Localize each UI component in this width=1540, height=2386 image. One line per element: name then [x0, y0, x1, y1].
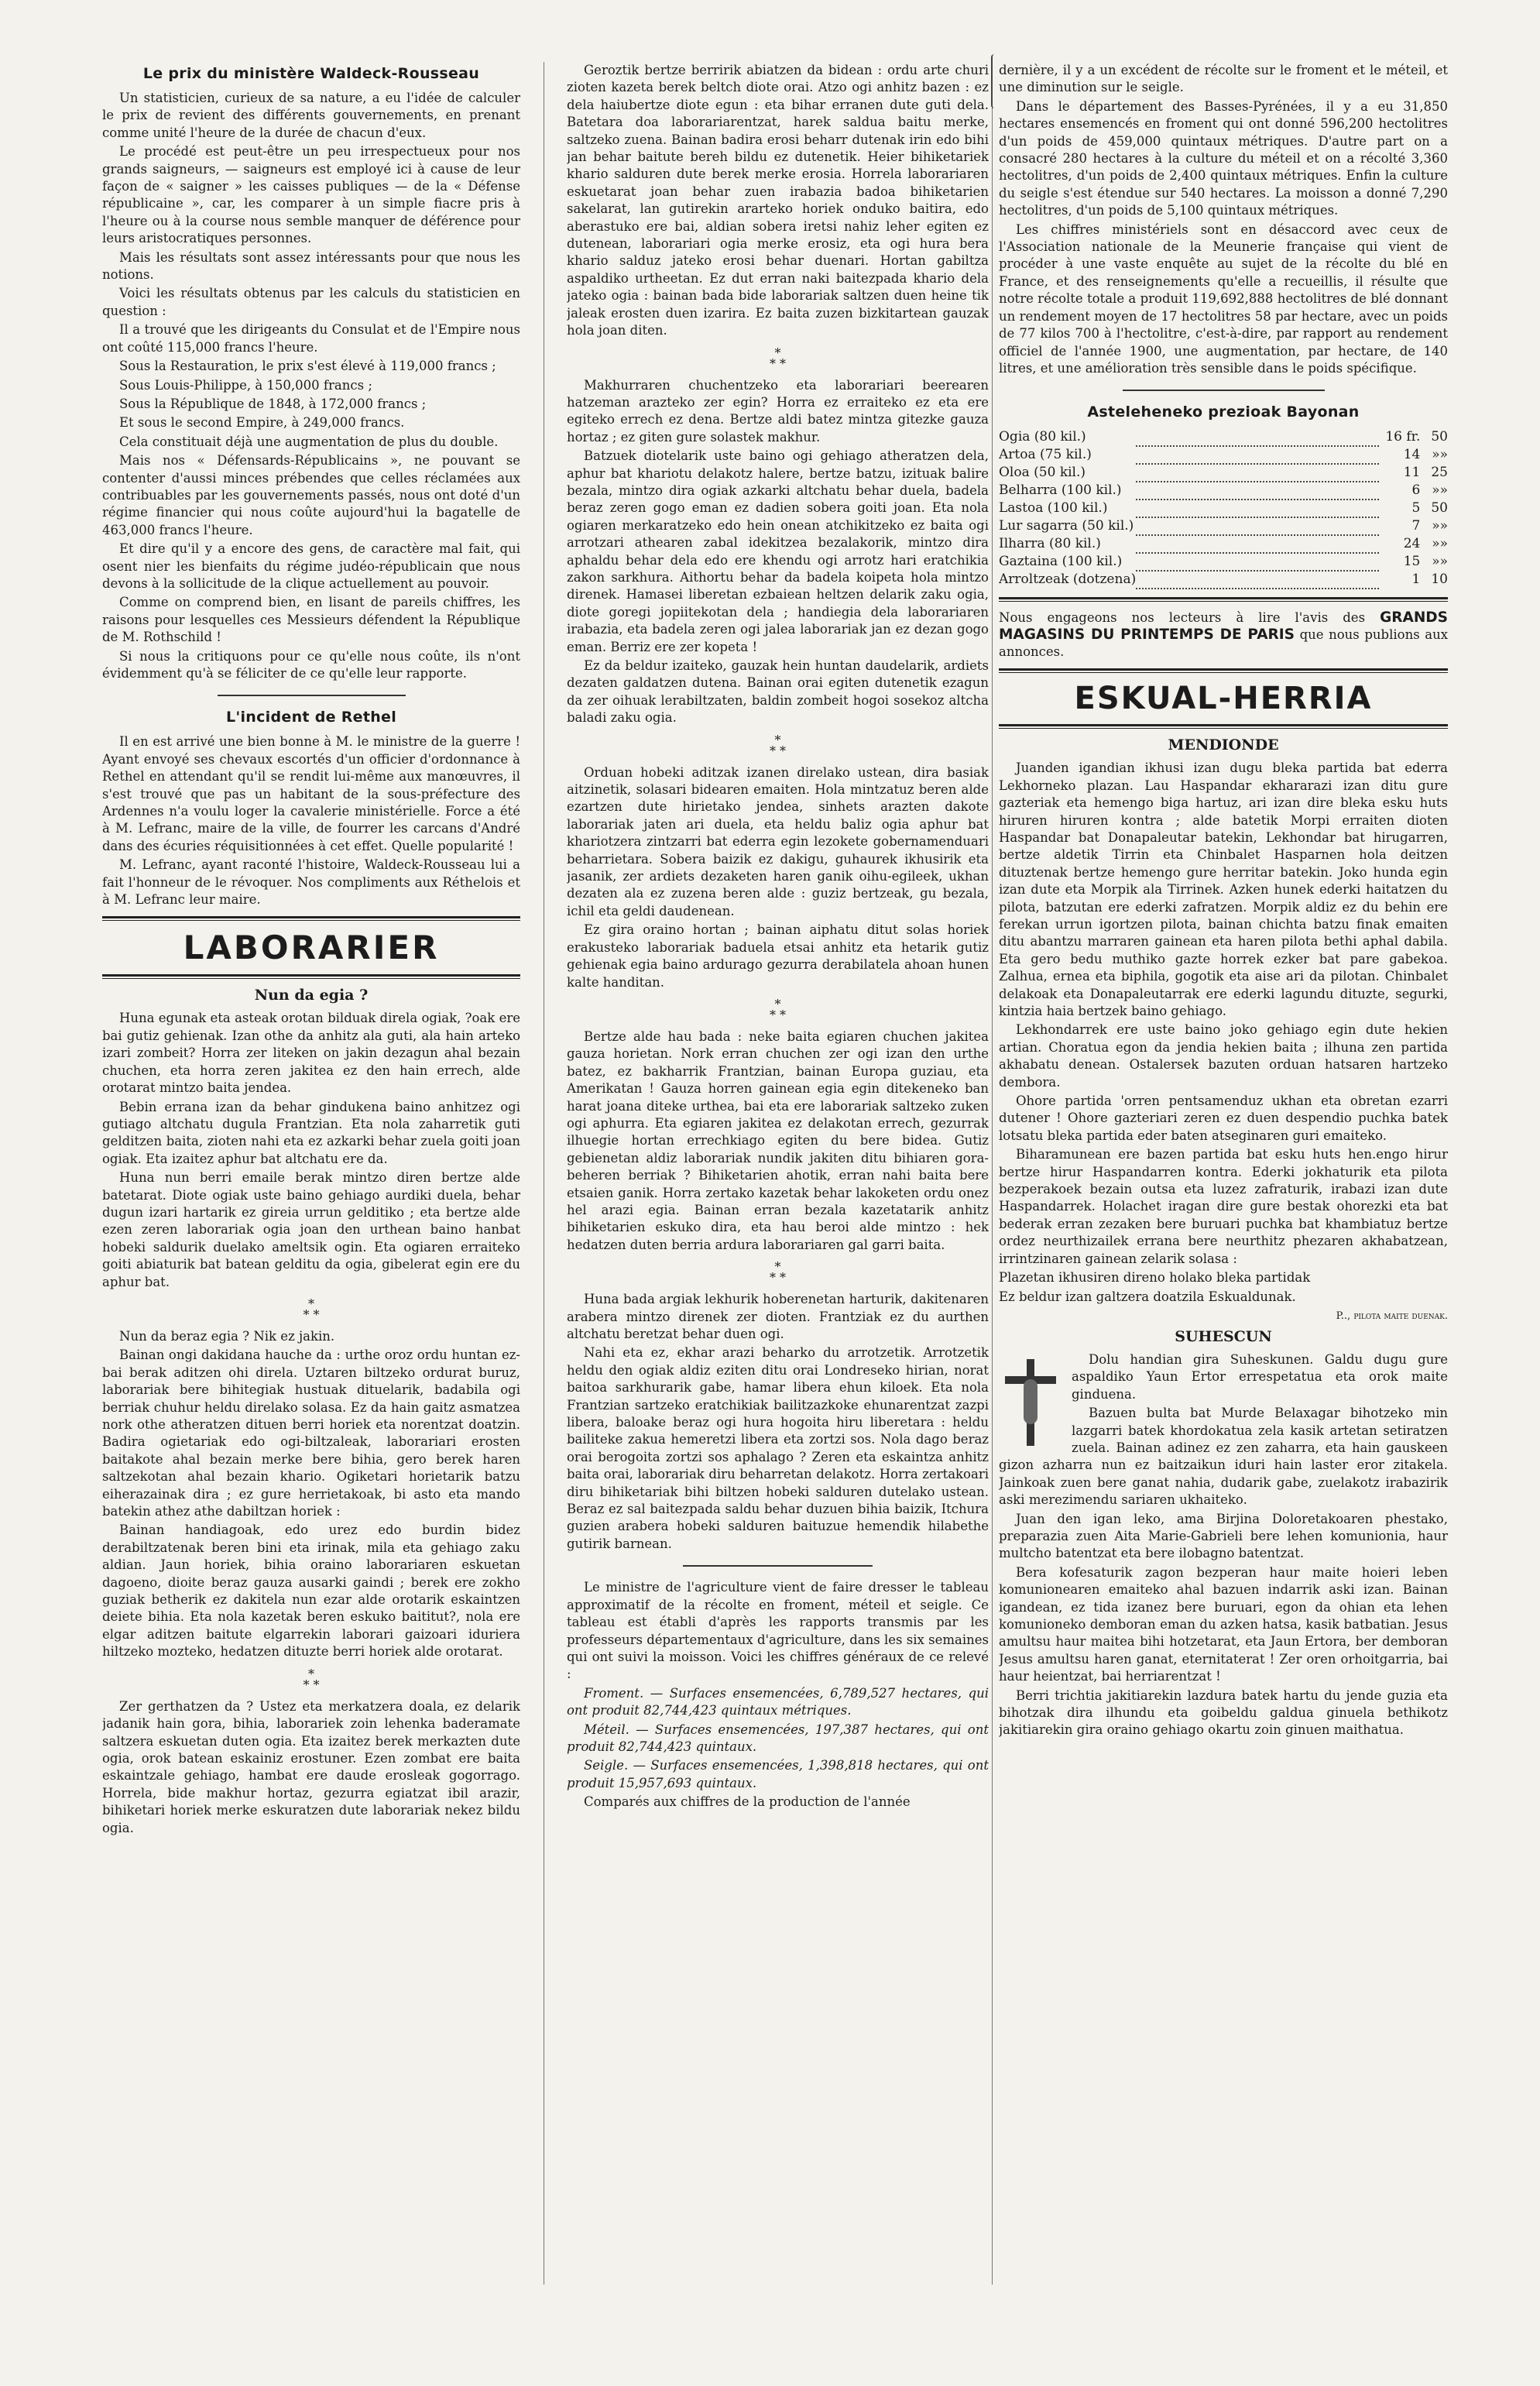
asterism-ornament: * * * [303, 1296, 320, 1322]
paragraph: Il a trouvé que les dirigeants du Consulat et de l'Empire nous ont coûté 115,000 francs l'heure. [102, 322, 520, 355]
paragraph: Bertze alde hau bada : neke baita egiaren chuchen jakitea gauza horietan. Nork erran chuchen zer ogi izan den urthe batez, ez bakharrik Frantzian, bainan Europa guziau, eta Amerikatan ! Gauza horren gainean egia egin ditekeneko ban harat joana diteke urthea, bai eta ere laborariak saltzeko zuken ogi aphurra. Eta egiaren jakitea ez delakotan errech, gezurrak ilhuegie hortan errechkiago egiten du bere bidea. Gutiz gebienetan aldiz laborariak nundik jakiten ditu bihiaren gora-beheren berriak ? Bihiketarien ahotik, erran nahi baita bere etsaien ganik. Horra zertako kazetak behar lakoketen ordu onez hel arazi egia. Bainan erran bezala kazetatarik anhitz bihiketarien eskuko dira, eta hau beroi alde mintzo : hek hedatzen duten berria ardura laborariaren gal garri baita. [567, 1028, 989, 1252]
asterism-ornament: * * * [769, 732, 787, 758]
notice-text: que nous publions aux annonces. [999, 627, 1448, 660]
dot-leader [1136, 464, 1379, 482]
table-row [999, 464, 1448, 482]
crucifix-icon [999, 1356, 1062, 1449]
paragraph: Orduan hobeki aditzak izanen direlako ustean, dira basiak aitzinetik, solasari bidearen emaiten. Hola mintzatuz beren alde ezartzen dute hirietako jendea, sinhets arazten dakote laborariak jaten ari duela, eta heldu baliz ogia aphur bat khariotzera zintzarri bat ederra egin lezokete gobernamenduari beharrietara. Sobera baizik ez dakigu, guhaurek ikhusirik eta jasanik, zer ardiets dezaketen haren ganik oihu-egileek, ukhan dezaten ala ez zuzena beren alde : guziz bertzeak, gu bezala, ichil eta geldi daudenean. [567, 764, 989, 918]
article-mendionde [999, 760, 1448, 1322]
paragraph: Bebin errana izan da behar gindukena baino anhitzez ogi gutiago altchatu dugula Frantzian. Eta nola zaharretik guti gelditzen baita, zioten nahi eta ez azkarki behar zuela goiti joan ogiak. Eta izaitez aphur bat altchatu ere da. [102, 1099, 520, 1166]
dot-leader [1136, 446, 1379, 464]
paragraph: Batzuek diotelarik uste baino ogi gehiago atheratzen dela, aphur bat khariotu delakotz halere, bertze batzu, izituak balire bezala, mintzo dira ogiak azkarki altchatu behar duela, badela beraz zeren gogo eman ez dadien sobera goiti joan. Eta nola ogiaren merkaratzeko edo hein onean atchikitzeko ez baita ogi arrotzari athearen zabal idekitzea bezalakorik, mintzo dira aphaldu behar dela edo ere khendu ogi arrotz hari eratchikia zakon sarkhura. Aithortu behar da badela koipeta hola mintzo direnek. Hamasei liberetan ezbaiean heltzen delarik zaku ogia, diote goregi jopiitekotan dela ; handiegia dela laborariaren irabazia, eta badela zeren ogi jalea laborariak jan ez dezan gogo eman. Berriz ere zer kopeta ! [567, 448, 989, 654]
paragraph: Huna nun berri emaile berak mintzo diren bertze alde batetarat. Diote ogiak uste baino gehiago aurdiki duela, behar dugun izari hartarik ez gireia urrun gelditiko ; eta bertze alde ezen zeren laborariak ogia joan den urthean baino hanbat hobeki saldurik duelako ameltsik ogin. Eta ogiaren erraiteko goiti abiaturik bat batean gelditu da ogia, gibelerat egin ere du aphur bat. [102, 1170, 520, 1289]
price-cents: »» [1432, 554, 1448, 570]
table-row [999, 571, 1448, 589]
paragraph: Et dire qu'il y a encore des gens, de caractère mal fait, qui osent nier les bienfaits du régime judéo-républicain que nous devons à la sollicitude de la clique actuellement au pouvoir. [102, 541, 520, 591]
dot-leader [1136, 517, 1379, 535]
asterism-ornament: * * * [769, 345, 787, 371]
price-cents: »» [1432, 482, 1448, 499]
asterism-ornament: * * * [303, 1666, 320, 1692]
table-row [999, 517, 1448, 535]
paragraph: Zer gerthatzen da ? Ustez eta merkatzera doala, ez delarik jadanik hain gora, bihia, laborariek zoin lehenka baderamate saltzera eskuetan duten ogia. Eta izaitez berek merkazten dute ogia, orok batean eskainiz erostuner. Ezen zombat ere baita eskaintzale gehiago, hambat ere daude erosleak gogorrago. Horrela, bide makhur hortaz, gezurra egiatzat ibil arazir, bihiketari horiek merke eskuratzen dute laborariak nekez bildu ogia. [102, 1698, 520, 1835]
paragraph: Dans le département des Basses-Pyrénées, il y a eu 31,850 hectares ensemencés en froment qui ont donné 596,200 hectolitres d'un poids de 459,000 quintaux métriques. D'autre part on a consacré 280 hectares à la culture du méteil et on a récolté 3,360 hectolitres, d'un poids de 2,400 quintaux métriques. Enfin la culture du seigle s'est étendue sur 540 hectares. La moisson a donné 7,290 hectolitres, d'un poids de 5,100 quintaux métriques. [999, 98, 1448, 218]
column-1 [102, 62, 520, 2308]
paragraph: Ohore partida 'orren pentsamenduz ukhan eta obretan ezarri dutener ! Ohore gazteriari zeren ez duen despendio puchka batek lotsatu bleka partida eder baten atseginaren guri emaiteko. [999, 1093, 1448, 1143]
dot-leader [1136, 500, 1379, 517]
article-title-nun-da-egia: Nun da egia ? [254, 987, 369, 1004]
article-title-rethel: L'incident de Rethel [225, 709, 397, 726]
paragraph: Bainan handiagoak, edo urez edo burdin bidez derabiltzatenak beren bini eta irinak, mila eta gehiago zaku aldian. Jaun horiek, bihia oraino laborariaren eskuetan dagoeno, dioite beraz gauza ausarki gaindi ; berek ere zokho guziak betherik ez dakitela nun ezar alde orotarik eskaintzen deiete bihia. Eta nola kazetak beren eskuko baititut?, nola ere elgar aditzen baitute elgarrekin laborari gaizoari iduriera hiltzeko mozteko, hedatzen dituzte berri horiek alde orotarat. [102, 1523, 520, 1660]
price-cents: »» [1432, 518, 1448, 534]
notice-text: Nous engageons nos lecteurs à lire l'avis des [999, 610, 1366, 626]
paragraph: Nahi eta ez, ekhar arazi beharko du arrotzetik. Arrotzetik heldu den ogiak aldiz eziten ditu orai Londreseko hirian, norat baitoa sarkhurarik gabe, hamar libera ehun kiloek. Eta nola Frantzian sartzeko eratchikiak bailitzazkoke ehunarentzat zazpi libera, baloake beraz ogi hura hogoita hiru liberetara : heldu bailiteke zakua hemeretzi libera eta zortzi sos. Nola dago beraz orai berogoita zortzi sos aphalago ? Zeren eta eskaintza anhitz baita orai, laborariak diru beharretan delakotz. Horra zertakoari diru bihiketariak bihi biltzen hobeki salduren dutelako ustean. Beraz ez sal baitezpada saldu behar duzuen bihia baizik, Itchura guzien arabera hobeki salduren baituzue hemendik hilabethe gutirik barnean. [567, 1345, 989, 1551]
dot-leader [1136, 553, 1379, 571]
paragraph: Les chiffres ministériels sont en désaccord avec ceux de l'Association nationale de la Meunerie française qui vient de procéder à une vaste enquête au sujet de la récolte du blé en France, et des renseignements qu'elle a recueillis, il résulte que notre récolte totale a produit 119,692,888 hectolitres de blé donnant un rendement moyen de 17 hectolitres 58 par hectare, avec un poids de 77 kilos 700 à l'hectolitre, c'est-à-dire, par rapport au rendement officiel de l'année 1900, une augmentation, par hectare, de 140 litres, et une amélioration très sensible dans le poids spécifique. [999, 221, 1448, 376]
section-heading-laborarier: LABORARIER [183, 929, 440, 967]
poem-line: Ez beldur izan galtzera doatzila Eskualdunak. [999, 1289, 1296, 1304]
paragraph: Le procédé est peut-être un peu irrespectueux pour nos grands saigneurs, — saigneurs est employé ici à cause de leur façon de « saigner » les caisses publiques — de la « Défense républicaine », car, les comparer à un simple fiacre pris à l'heure ou à la course nous semble manquer de déférence pour leurs aristocratiques personnes. [102, 144, 520, 246]
notice-store-name: GRANDS MAGASINS DU PRINTEMPS DE PARIS [999, 609, 1448, 644]
table-row [999, 500, 1448, 517]
price-item: Artoa (75 kil.) [999, 447, 1092, 463]
paragraph: Mais nos « Défensards-Républicains », ne pouvant se contenter d'aussi minces prébendes que celles réclamées aux contribuables par les gouvernements passés, nous ont doté d'un régime financier qui nous coûte aujourd'hui la bagatelle de 463,000 francs l'heure. [102, 453, 520, 537]
column-3 [999, 62, 1448, 2308]
price-value: 15 [1403, 554, 1421, 570]
section-divider [999, 597, 1448, 602]
paragraph: Ez gira oraino hortan ; bainan aiphatu ditut solas horiek erakusteko laborariak baduela etsai anhitz eta hetarik gutiz gehienak egia baino ardurago gezurra derabilatela ahoan hunen kalte handitan. [567, 922, 989, 990]
paragraph: Mais les résultats sont assez intéressants pour que nous les notions. [102, 249, 520, 283]
paragraph: Méteil. — Surfaces ensemencées, 197,387 hectares, qui ont produit 82,744,423 quintaux. [567, 1722, 989, 1754]
price-cents: »» [1432, 447, 1448, 463]
prices-table [999, 428, 1448, 589]
paragraph: Lekhondarrek ere uste baino joko gehiago egin dute hekien artian. Choratua egon da jendia hekien baita ; ilhuna zen partida akhabatu denean. Ostalersek bazuten orduan hatsaren hartzeko dembora. [999, 1022, 1448, 1090]
paragraph: Ez da beldur izaiteko, gauzak hein huntan daudelarik, ardiets dezaten galdatzen dutena. Bainan orai egiten dutenetik ezagun da zer oihuak lerabiltzaten, baldin zombeit hogoi sosekoz altcha baladi zaku ogia. [567, 658, 989, 726]
price-item: Lur sagarra (50 kil.) [999, 518, 1134, 534]
divider [218, 695, 406, 696]
price-value: 24 [1403, 536, 1421, 552]
price-value: 11 [1403, 465, 1421, 481]
price-item: Lastoa (100 kil.) [999, 500, 1108, 517]
paragraph: Berri trichtia jakitiarekin lazdura batek hartu du jende guzia eta bihotzak dira ilhundu eta goibeldu galdua ginuela bethikotz jakitiarekin gira oraino gehiago okartu zoin ginuen maithatua. [999, 1687, 1448, 1738]
advertisement-notice [999, 609, 1448, 661]
table-row [999, 553, 1448, 571]
paragraph: Bazuen bulta bat Murde Belaxagar bihotzeko min lazgarri batek khordokatua zela kasik artetan setiratzen zuela. Bainan adinez ez zen zaharra, eta hain gauskeen gizon azharra nun ez baitzaikun iduri hain laster eror zitakela. Jainkoak zuen bere ganat nahia, dudarik gabe, zuelakotz irabazirik aski merezimendu sariaren ukhaiteko. [999, 1406, 1448, 1508]
prices-title: Asteleheneko prezioak Bayonan [1087, 403, 1360, 421]
paragraph: Huna bada argiak lekhurik hoberenetan harturik, dakitenaren arabera mintzo direnek zer dioten. Frantziak ez du aurthen altchatu beretzat behar duen ogi. [567, 1292, 989, 1341]
section-divider [102, 974, 520, 979]
section-divider [999, 668, 1448, 673]
signature: P.., pilota maite duenak. [1336, 1310, 1448, 1322]
divider [683, 1565, 873, 1567]
price-value: 1 [1411, 572, 1421, 588]
article-nun-da-egia [102, 1010, 520, 1836]
paragraph: Sous Louis-Philippe, à 150,000 francs ; [119, 377, 372, 393]
price-cents: 50 [1431, 429, 1448, 445]
paragraph: Nun da beraz egia ? Nik ez jakin. [119, 1328, 335, 1344]
paragraph: M. Lefranc, ayant raconté l'histoire, Waldeck-Rousseau lui a fait l'honneur de le révoquer. Nos compliments aux Réthelois et à M. Lefranc leur maire. [102, 857, 520, 908]
asterism-ornament: * * * [769, 1259, 787, 1286]
table-row [999, 428, 1448, 446]
paragraph: Huna egunak eta asteak orotan bilduak direla ogiak, ?oak ere bai gutiz gehienak. Izan othe da anhitz ala guti, ala hain arteko izari zombeit? Horra zer liteken on jakin dezagun ahal bezain chuchen, eta horra zeren jakitea ez den hain errech, alde orotarat mintzo baita jendea. [102, 1011, 520, 1096]
price-item: Oloa (50 kil.) [999, 465, 1086, 481]
paragraph: Bera kofesaturik zagon bezperan haur maite hoieri leben komunionearen emaiteko ahal bazuen indarrik aski izan. Bainan igandean, ez tida izanez bere buruari, egon da ohian eta lehen komunioneko demboran eman du azken hatsa, kasik batbatian. Jesus amultsu haur maitea bihi hotzetarat, eta Jaun Ertora, ber demboran Jesus amultsu haren ganat, eternitaterat ! Zer oren orhoitgarria, bai haur heientzat, bai herriarentzat ! [999, 1564, 1448, 1684]
paragraph: Juan den igan leko, ama Birjina Doloretakoaren phestako, preparazia zuen Aita Marie-Gabrieli bere lehen komunionia, haur multcho batentzat eta bere ilobagno batentzat. [999, 1511, 1448, 1561]
section-heading-eskual-herria: ESKUAL-HERRIA [1074, 681, 1373, 717]
table-row [999, 446, 1448, 464]
paragraph: Sous la République de 1848, à 172,000 francs ; [119, 396, 427, 411]
paragraph: Comparés aux chiffres de la production de l'année [584, 1794, 911, 1810]
article-title-waldeck: Le prix du ministère Waldeck-Rousseau [142, 65, 480, 82]
price-cents: 10 [1431, 572, 1448, 588]
article-title-suhescun: SUHESCUN [1175, 1327, 1272, 1345]
paragraph: Bainan ongi dakidana hauche da : urthe oroz ordu huntan ez-bai berak aditzen ohi direla. Uztaren biltzeko ordurat buruz, laborariak bere bihitegiak hustuak dituelarik, badabila ogi berriak chuhur heldu direlako solasa. Ez da hain gaitz asmatzea nork othe atheratzen dituen berri horiek eta norentzat doatzin. Badira ogietariak edo ogi-biltzaleak, laborariari erosten baitakote ahal bezain merke bere bihia, gero berek haren saltzekotan ahal bezain khario. Ogiketari horietarik batzu eiherazainak dira ; ez gure herrietakoak, bi asto eta mando batekin athez athe dabiltzan horiek : [102, 1347, 520, 1519]
price-item: Arroltzeak (dotzena) [999, 572, 1137, 588]
price-item: Ilharra (80 kil.) [999, 536, 1101, 552]
column-rule [992, 62, 993, 2285]
price-cents: 50 [1431, 500, 1448, 517]
paragraph: dernière, il y a un excédent de récolte sur le froment et le méteil, et une diminution sur le seigle. [999, 63, 1448, 95]
poem-line: Plazetan ikhusiren direno holako bleka partidak [999, 1270, 1311, 1286]
divider [1123, 390, 1325, 391]
dot-leader [1136, 428, 1379, 446]
article-suhescun [999, 1351, 1448, 1739]
price-value: 5 [1411, 500, 1421, 517]
article-rethel [102, 733, 520, 908]
price-value: 14 [1403, 447, 1421, 463]
price-value: 7 [1411, 518, 1421, 534]
table-row [999, 535, 1448, 553]
price-item: Gaztaina (100 kil.) [999, 554, 1123, 570]
paragraph: Seigle. — Surfaces ensemencées, 1,398,818 hectares, qui ont produit 15,957,693 quintaux. [567, 1758, 989, 1790]
price-item: Ogia (80 kil.) [999, 429, 1086, 445]
column-2 [567, 62, 989, 2308]
paragraph: Biharamunean ere bazen partida bat esku huts hen.engo hirur bertze hirur Haspandarren kontra. Ederki jokhaturik eta pilota bezperakoek bezain outsa eta luzez zafraturik, irabazi izan dute Haspandarrek. Holachet iragan dire gure bestak ohorezki eta bat bederak erran zezaken bere buruari puchka bat khambiatuz bertze ordez neurthizailek errana bere neurthitz phezaren akhabatzean, irrintzinaren gainean zelarik solasa : [999, 1147, 1448, 1266]
paragraph: Cela constituait déjà une augmentation de plus du double. [119, 434, 499, 449]
price-cents: 25 [1431, 465, 1448, 481]
paragraph: Le ministre de l'agriculture vient de faire dresser le tableau approximatif de la récolte en froment, méteil et seigle. Ce tableau est établi d'après les rapports transmis par les professeurs départementaux d'agriculture, dans les six semaines qui ont suivi la moisson. Voici les chiffres généraux de ce relevé : [567, 1580, 989, 1682]
paragraph: Juanden igandian ikhusi izan dugu bleka partida bat ederra Lekhorneko plazan. Lau Haspandar ekhararazi izan ditu gure gazteriak eta hemengo biga hartuz, ari izan dire bleka esku huts hiruren hiruren kontra ; alde batetik Morpi erraiten dioten Haspandar bat Donapaleutar batekin, Lekhondar bat hirugarren, bertze aldetik Tirrin eta Chinbalet Hasparnen hola deitzen dituztenak bertze hemengo gure herritar batekin. Joko hunda egin izan dute eta Morpik ala Tirrinek. Azken hunek ederki haitatzen du pilota, batzutan ere ederki zafratzen. Morpik aldiz ez du behin ere ferekan urrun igortzen pilota, bainan chichta batzu finak emaiten ditu abantzu marraren gainean eta haren pilota bethi aphal dabila. Eta gero bedu muthiko gazte horrek ezker bat pare gabekoa. Zalhua, ernea eta biphila, gogotik eta aise ari da pilotan. Chinbalet delakoak eta Donapaleutarrak ere ederki lagundu dituzte, segurki, kintzia haia bertzek baino gehiago. [999, 760, 1448, 1018]
price-value: 16 fr. [1385, 429, 1421, 445]
paragraph: Comme on comprend bien, en lisant de pareils chiffres, les raisons pour lesquelles ces Messieurs défendent la République de M. Rothschild ! [102, 595, 520, 645]
table-row [999, 482, 1448, 500]
paragraph: Si nous la critiquons pour ce qu'elle nous coûte, ils n'ont évidemment qu'à se féliciter de ce qu'elle leur rapporte. [102, 648, 520, 681]
paragraph: Sous la Restauration, le prix s'est élevé à 119,000 francs ; [119, 359, 496, 374]
paragraph: Geroztik bertze berririk abiatzen da bidean : ordu arte churi zioten kazeta berek beltch diote orai. Atzo ogi anhitz bazen : ez dela haiubertze diote egun : eta bihar erranen dute guti dela. Batetara doa laborariarentzat, harek saldua baitu merke, saltzeko zuena. Bainan badira erosi beharr dutenak irin edo bihi jan behar baitute bereh bildu ez dutenetik. Heier bihiketariek khario salduren dute berek merke erosia. Horrela laborariaren eskuetarat joan behar zuen irabazia badoa bihiketarien sakelarat, lan gutirekin ararteko horiek onduko baitira, edo aberastuko ere bai, aldian sobera iretsi nahiz leher egiten ez dutenean, laborariari ogia merke erosiz, eta ogi hura bera khario salduz jateko erosi behar duenari. Hortan gabiltza aspaldiko urtheetan. Ez dut erran naki baitezpada khario dela jateko ogia : bainan bada bide laborariak saltzen duen heine tik jaleak erosten duen izarira. Ez baita zuzen bizkitartean gauzak hola joan diten. [567, 63, 989, 338]
paragraph: Makhurraren chuchentzeko eta laborariari beerearen hatzeman arazteko zer egin? Horra ez erraiteko ez eta ere egiteko errech ez dena. Bertze aldi batez mintza gitezke gauza hortaz ; ez giten gure solastek makhur. [567, 377, 989, 445]
paragraph: Il en est arrivé une bien bonne à M. le ministre de la guerre ! Ayant envoyé ses chevaux escortés d'un officier d'ordonnance à Rethel en attendant qu'il se rendit lui-même aux manœuvres, il s'est trouvé que pas un habitant de la sous-préfecture des Ardennes n'a voulu loger la cavalerie ministérielle. Force a été à M. Lefranc, maire de la ville, de fourrer les carcans d'André dans des écuries réquisitionnées à cet effet. Quelle popularité ! [102, 734, 520, 853]
paragraph: Voici les résultats obtenus par les calculs du statisticien en question : [102, 286, 520, 318]
article-title-mendionde: MENDIONDE [1168, 736, 1279, 754]
paragraph: Un statisticien, curieux de sa nature, a eu l'idée de calculer le prix de revient des différents gouvernements, en prenant comme unité l'heure de la durée de chacun d'eux. [102, 91, 520, 140]
paragraph: Dolu handian gira Suheskunen. Galdu dugu gure aspaldiko Yaun Ertor errespetatua eta orok maite ginduena. [1072, 1351, 1448, 1402]
paragraph: Et sous le second Empire, à 249,000 francs. [119, 415, 405, 431]
section-divider [999, 724, 1448, 729]
price-value: 6 [1411, 482, 1421, 499]
section-divider [102, 916, 520, 921]
article-waldeck [102, 90, 520, 682]
dot-leader [1136, 535, 1379, 553]
dot-leader [1136, 482, 1379, 500]
paragraph: Froment. — Surfaces ensemencées, 6,789,527 hectares, qui ont produit 82,744,423 quintaux métriques. [567, 1685, 989, 1718]
asterism-ornament: * * * [769, 996, 787, 1022]
dot-leader [1136, 571, 1379, 589]
price-cents: »» [1432, 536, 1448, 552]
price-item: Belharra (100 kil.) [999, 482, 1122, 499]
